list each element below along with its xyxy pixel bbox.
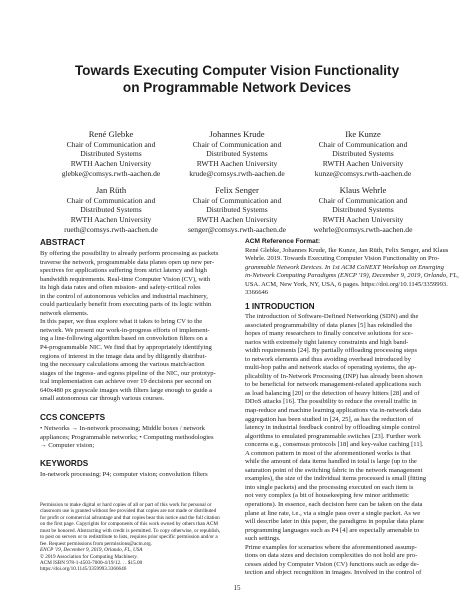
intro-line: associated programmability of data planes [5] has rekindled the — [245, 321, 413, 329]
intro-line: Prime examples for scenarios where the aforementioned assump- — [245, 543, 417, 551]
ccs-line: appliances; Programmable networks; • Computing methodologies — [40, 433, 214, 441]
author-email[interactable]: senger@comsys.rwth-aachen.de — [187, 224, 287, 234]
abstract-line: traverse the network, programmable data planes open up new per- — [40, 258, 215, 266]
author-name: Ike Kunze — [345, 129, 381, 139]
doi-link[interactable]: https://doi.org/10.1145/3359993.3366646 — [40, 566, 127, 573]
reference-format-heading: ACM Reference Format: — [245, 238, 321, 245]
reference-line: René Glebke, Johannes Krude, Ike Kunze, Jan Rüth, Felix Senger, and Klaus — [245, 246, 449, 254]
permission-notice — [40, 502, 229, 573]
author-affiliation: Chair of Communication and — [192, 139, 282, 149]
intro-line: programming languages such as P4 [4] are especially amenable to — [245, 526, 420, 534]
intro-line: plane at line rate, i.e., via a single pass over a single packet. As we — [245, 509, 421, 517]
author-block — [288, 129, 438, 178]
reference-line: USA. ACM, New York, NY, USA, 6 pages. https://doi.org/10.1145/3359993. — [245, 280, 448, 288]
intro-line: tions on data sizes and decision complexities do not hold are pro- — [245, 552, 418, 560]
reference-line: Wehrle. 2019. Towards Executing Computer Vision Functionality on Pro- — [245, 255, 440, 263]
abstract-line: regions of interest in the image data and by diligently distribut- — [40, 352, 207, 360]
page-number: 15 — [233, 584, 241, 592]
ccs-line: → Computer vision; — [40, 442, 95, 450]
permission-line: classroom use is granted without fee provided that copies are not made or distributed — [40, 508, 217, 515]
abstract-heading: ABSTRACT — [40, 238, 86, 247]
author-email[interactable]: glebke@comsys.rwth-aachen.de — [61, 168, 161, 178]
title-line-1: Towards Executing Computer Vision Functionality — [74, 63, 400, 78]
introduction-heading: 1 INTRODUCTION — [245, 302, 315, 311]
abstract-line: small autonomous car through various courses. — [40, 395, 165, 403]
abstract-line: network. We present our work-in-progress efforts of implement- — [40, 326, 210, 334]
permission-line: for profit or commercial advantage and that copies bear this notice and the full citation — [40, 514, 220, 521]
abstract-line: could particularly benefit from executing parts of its logic within — [40, 301, 212, 309]
author-institution: RWTH Aachen University — [70, 159, 152, 168]
author-name: René Glebke — [88, 129, 134, 139]
abstract-line: ing the necessary calculations among the various match/action — [40, 361, 205, 369]
keywords-body — [40, 471, 229, 480]
abstract-line: its high data rates and often mission- and safety-critical roles — [40, 284, 201, 292]
abstract-line: P4-programmable NIC. We find that by appropriately identifying — [40, 344, 212, 352]
abstract-line: stages of the ingress- and egress pipeline of the NIC, our prototyp- — [40, 369, 216, 377]
permission-line: to post on servers or to redistribute to lists, requires prior specific permission and/or a — [40, 534, 218, 541]
abstract-line: In this paper, we thus explore what it takes to bring CV to the — [40, 318, 203, 326]
permission-line: ENCP '19, December 9, 2019, Orlando, FL, USA — [40, 547, 143, 554]
author-name: Klaus Wehrle — [339, 185, 387, 195]
permission-line: Permission to make digital or hard copies of all or part of this work for personal or — [40, 502, 212, 508]
abstract-line: ical implementation can achieve over 19 decisions per second on — [40, 378, 212, 386]
intro-line: hopes of many researchers to finally conceive solutions for sce- — [245, 330, 413, 338]
author-block — [288, 185, 438, 234]
intro-line: as load balancing [20] or the detection of heavy hitters [28] and of — [245, 389, 420, 397]
author-email[interactable]: rueth@comsys.rwth-aachen.de — [64, 224, 158, 234]
intro-line: The introduction of Software-Defined Networking (SDN) and the — [245, 313, 419, 320]
reference-line: in-Network Computing Paradigms (ENCP '19), December 9, 2019, Orlando, FL, — [245, 272, 459, 280]
intro-line: into single packets) and the processing executed on each item is — [245, 483, 414, 491]
abstract-line: 640x480 px grayscale images with filters large enough to guide a — [40, 386, 213, 394]
reference-line: grammable Network Devices. In 1st ACM CoNEXT Workshop on Emerging — [245, 263, 444, 271]
intro-line: map-reduce and machine learning applications via in-network data — [245, 407, 421, 415]
author-institution: RWTH Aachen University — [196, 159, 278, 168]
intro-line: cesses aided by Computer Vision (CV) functions such as edge de- — [245, 560, 419, 568]
author-institution: RWTH Aachen University — [196, 215, 278, 224]
intro-line: algorithms to emulated programmable switches [23]. Further work — [245, 432, 421, 440]
intro-line: aggregation has been studied in [24, 25], as has the reduction of — [245, 415, 414, 423]
intro-line: latency in industrial feedback control by offloading simple control — [245, 424, 420, 432]
intro-line: multi-hop paths and network stacks of operating systems, the ap- — [245, 364, 417, 372]
author-name: Felix Senger — [215, 185, 259, 195]
author-name: Johannes Krude — [209, 129, 265, 139]
abstract-line: spectives for applications suffering from strict latency and high — [40, 267, 207, 275]
permission-line: must be honored. Abstracting with credit is permitted. To copy otherwise, or republish, — [40, 527, 221, 534]
intro-line: saturation point of the switching fabric in the network management — [245, 466, 423, 474]
abstract-line: ing a line-following algorithm based on convolution filters on a — [40, 335, 208, 343]
permission-line: © 2019 Association for Computing Machinery. — [40, 553, 138, 560]
author-affiliation: Distributed Systems — [332, 149, 394, 159]
introduction-body — [245, 313, 434, 578]
keywords-text: In-network processing; P4; computer vision; convolution filters — [40, 471, 208, 478]
author-affiliation: Chair of Communication and — [318, 139, 408, 149]
author-affiliation: Distributed Systems — [80, 149, 142, 159]
author-institution: RWTH Aachen University — [322, 159, 404, 168]
abstract-line: bandwidth requirements. Real-time Computer Vision (CV), with — [40, 275, 211, 283]
permission-line: on the first page. Copyrights for components of this work owned by others than ACM — [40, 521, 218, 528]
intro-line: examples), the size of the individual items processed is small (fitting — [245, 475, 427, 483]
author-affiliation: Chair of Communication and — [318, 195, 408, 205]
intro-line: to be beneficial for network management-related applications such — [245, 381, 421, 389]
intro-line: concerns e.g., consensus protocols [18] and key-value caching [11]. — [245, 441, 424, 449]
author-name: Jan Rüth — [95, 185, 127, 195]
intro-line: plicability of In-Network Processing (INP) has already been shown — [245, 372, 423, 380]
permission-line: ACM ISBN 978-1-4503-7000-4/19/12. . . $15.00 — [40, 559, 143, 566]
author-affiliation: Chair of Communication and — [66, 195, 156, 205]
keywords-heading: KEYWORDS — [40, 459, 89, 468]
author-institution: RWTH Aachen University — [70, 215, 152, 224]
reference-line: 3366646 — [245, 289, 269, 297]
author-affiliation: Distributed Systems — [206, 205, 268, 215]
abstract-line: in the control of autonomous vehicles and industrial machinery, — [40, 292, 208, 300]
author-affiliation: Distributed Systems — [206, 149, 268, 159]
author-email[interactable]: wehrle@comsys.rwth-aachen.de — [313, 224, 413, 234]
author-email[interactable]: kunze@comsys.rwth-aachen.de — [314, 168, 412, 178]
permission-line: fee. Request permissions from permissions@acm.org. — [40, 540, 153, 547]
author-affiliation: Distributed Systems — [332, 205, 394, 215]
intro-line: operations). In essence, each decision here can be taken on the data — [245, 501, 423, 509]
intro-line: narios with extremely tight latency constraints and high band- — [245, 338, 409, 346]
ccs-heading: CCS CONCEPTS — [40, 413, 106, 422]
ccs-body — [40, 425, 229, 451]
intro-line: tection and object recognition in images. Involved in the control of — [245, 569, 422, 577]
author-affiliation: Distributed Systems — [80, 205, 142, 215]
intro-line: A common pattern in most of the aforementioned works is that — [245, 449, 411, 457]
ccs-line: • Networks → In-network processing; Middle boxes / network — [40, 425, 205, 432]
paper-title — [0, 62, 474, 96]
intro-line: will describe later in this paper, the paradigms in popular data plane — [245, 518, 424, 526]
author-affiliation: Chair of Communication and — [192, 195, 282, 205]
abstract-line: network elements. — [40, 309, 89, 317]
abstract-line: By offering the possibility to already perform processing as packets — [40, 250, 219, 257]
intro-line: not very complex (a bit of housekeeping few minor arithmetic — [245, 492, 409, 500]
title-line-2: on Programmable Network Devices — [122, 80, 352, 95]
author-affiliation: Chair of Communication and — [66, 139, 156, 149]
intro-line: such settings. — [245, 535, 281, 543]
intro-line: width requirements [24]. By partially offloading processing steps — [245, 347, 418, 355]
intro-line: while the amount of data items handled in total is large (up to the — [245, 458, 417, 466]
abstract-body — [40, 250, 229, 404]
intro-line: to network elements and thus avoiding overhead introduced by — [245, 355, 411, 363]
intro-line: DDoS attacks [16]. The possibility to reduce the overall traffic in — [245, 398, 417, 406]
reference-format — [245, 238, 459, 298]
author-email[interactable]: krude@comsys.rwth-aachen.de — [189, 168, 285, 178]
author-institution: RWTH Aachen University — [322, 215, 404, 224]
